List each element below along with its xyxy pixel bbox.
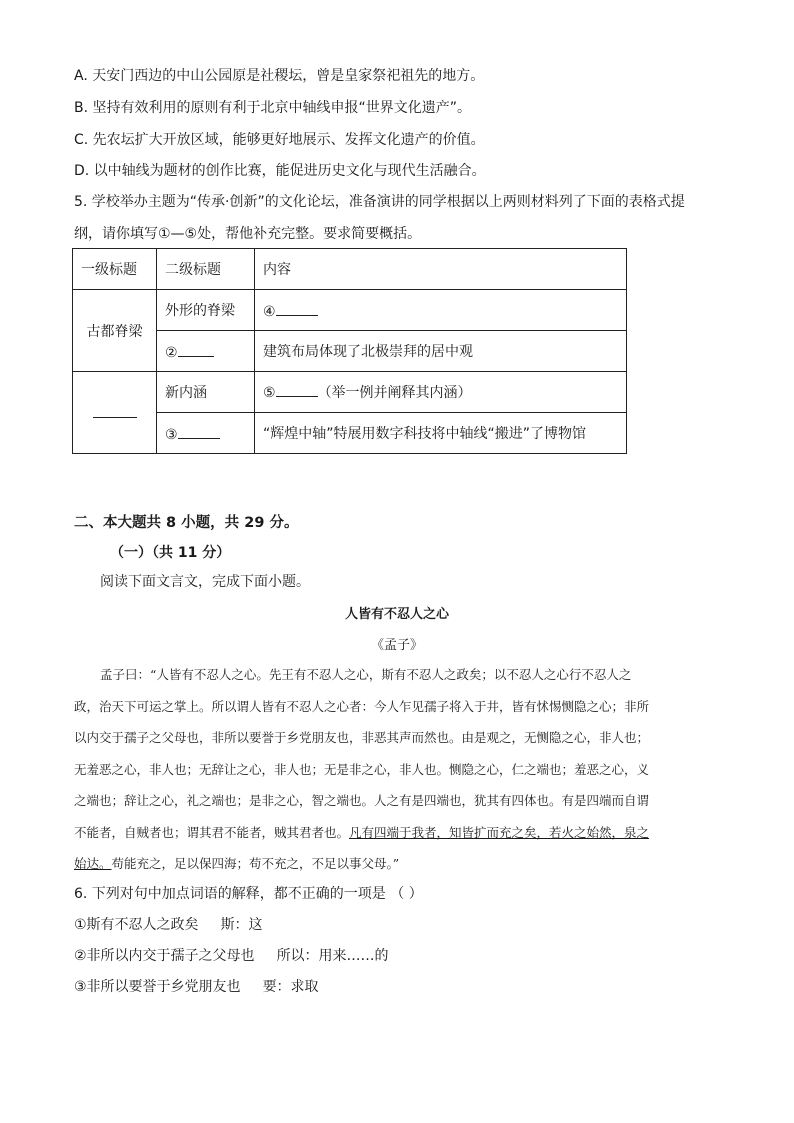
- blank-5[interactable]: [255, 372, 627, 413]
- passage-line: 政，治天下可运之掌上。所以谓人皆有不忍人之心者：今人乍见孺子将入于井，皆有怵惕恻隐之心；非所: [74, 698, 650, 714]
- passage-line: 以内交于孺子之父母也，非所以要誉于乡党朋友也，非恶其声而然也。由是观之，无恻隐之心，非人也；: [74, 730, 650, 745]
- passage-line: 无羞恶之心，非人也；无辞让之心，非人也；无是非之心，非人也。恻隐之心，仁之端也；羞恶之心，义: [74, 761, 650, 777]
- passage-line: 之端也；辞让之心，礼之端也；是非之心，智之端也。人之有是四端也，犹其有四体也。有是四端而自谓: [74, 793, 650, 808]
- option-c: C. 先农坛扩大开放区域，能够更好地展示、发挥文化遗产的价值。: [74, 132, 485, 148]
- item-gloss: 所以：用来……的: [276, 948, 389, 964]
- blank-5-hint: （举一例并阐释其内涵）: [317, 385, 472, 401]
- blank-3[interactable]: [157, 413, 255, 454]
- item-gloss: 要：求取: [262, 979, 319, 995]
- item-sentence: ③非所以要誉于乡党朋友也: [74, 979, 241, 995]
- header-level2: 二级标题: [157, 249, 255, 290]
- outline-table: [72, 248, 627, 454]
- item-gloss: 斯：这: [220, 917, 263, 933]
- blank-2-label: ②: [165, 344, 178, 361]
- section-2-subtitle: （一）（共 11 分）: [110, 545, 231, 561]
- passage-line: 孟子曰：“人皆有不忍人之心。先王有不忍人之心，斯有不忍人之政矣；以不忍人之心行不忍人之: [100, 667, 632, 682]
- underlined-sentence-part1: 凡有四端于我者，知皆扩而充之矣，若火之始然，泉之: [349, 824, 650, 840]
- option-a: A. 天安门西边的中山公园原是社稷坛，曾是皇家祭祀祖先的地方。: [74, 68, 485, 84]
- table-header-row: [73, 249, 627, 290]
- passage-line: [74, 848, 720, 880]
- row2-content: 建筑布局体现了北极崇拜的居中观: [255, 331, 627, 372]
- header-content: 内容: [255, 249, 627, 290]
- blank-4-label: ④: [263, 303, 276, 320]
- question-6-item: [74, 977, 319, 997]
- header-level1: 一级标题: [73, 249, 157, 290]
- item-sentence: ②非所以内交于孺子之父母也: [74, 948, 255, 964]
- question-6-item: [74, 946, 389, 966]
- row1-level2: 外形的脊梁: [157, 290, 255, 331]
- option-b: B. 坚持有效利用的原则有利于北京中轴线申报“世界文化遗产”。: [74, 100, 472, 116]
- question-5-line1: 5. 学校举办主题为“传承·创新”的文化论坛，准备演讲的同学根据以上两则材料列了下面的表格式提: [74, 194, 685, 210]
- passage-text: 苟能充之，足以保四海；苟不充之，不足以事父母。”: [111, 856, 400, 871]
- table-row: [73, 413, 627, 454]
- table-row: [73, 331, 627, 372]
- item-sentence: ①斯有不忍人之政矣: [74, 917, 199, 933]
- group-title-ancient-capital: 古都脊梁: [73, 290, 157, 372]
- blank-3-label: ③: [165, 426, 178, 443]
- section-2-title: 二、本大题共 8 小题，共 29 分。: [74, 515, 299, 531]
- question-6-stem: 6. 下列对句中加点词语的解释，都不正确的一项是 （ ）: [74, 886, 423, 902]
- option-d: D. 以中轴线为题材的创作比赛，能促进历史文化与现代生活融合。: [74, 163, 486, 179]
- blank-5-label: ⑤: [263, 385, 276, 401]
- passage-text: 不能者，自贼者也；谓其君不能者，贼其君者也。: [74, 824, 350, 840]
- classical-passage: [74, 659, 720, 880]
- blank-4[interactable]: [255, 290, 627, 331]
- underlined-sentence-part2: 始达。: [74, 856, 112, 871]
- question-5-line2: 纲，请你填写①—⑤处，帮他补充完整。要求简要概括。: [74, 226, 422, 242]
- article-title: 人皆有不忍人之心: [344, 607, 449, 622]
- table-row: [73, 290, 627, 331]
- row4-content: “辉煌中轴”特展用数字科技将中轴线“搬进”了博物馆: [255, 413, 627, 454]
- row3-level2: 新内涵: [157, 372, 255, 413]
- article-author: 《孟子》: [370, 638, 423, 653]
- blank-1[interactable]: [73, 372, 157, 454]
- table-row: [73, 372, 627, 413]
- passage-line: [74, 817, 720, 849]
- blank-2[interactable]: [157, 331, 255, 372]
- question-6-item: [74, 915, 263, 935]
- reading-instruction: 阅读下面文言文，完成下面小题。: [100, 574, 310, 590]
